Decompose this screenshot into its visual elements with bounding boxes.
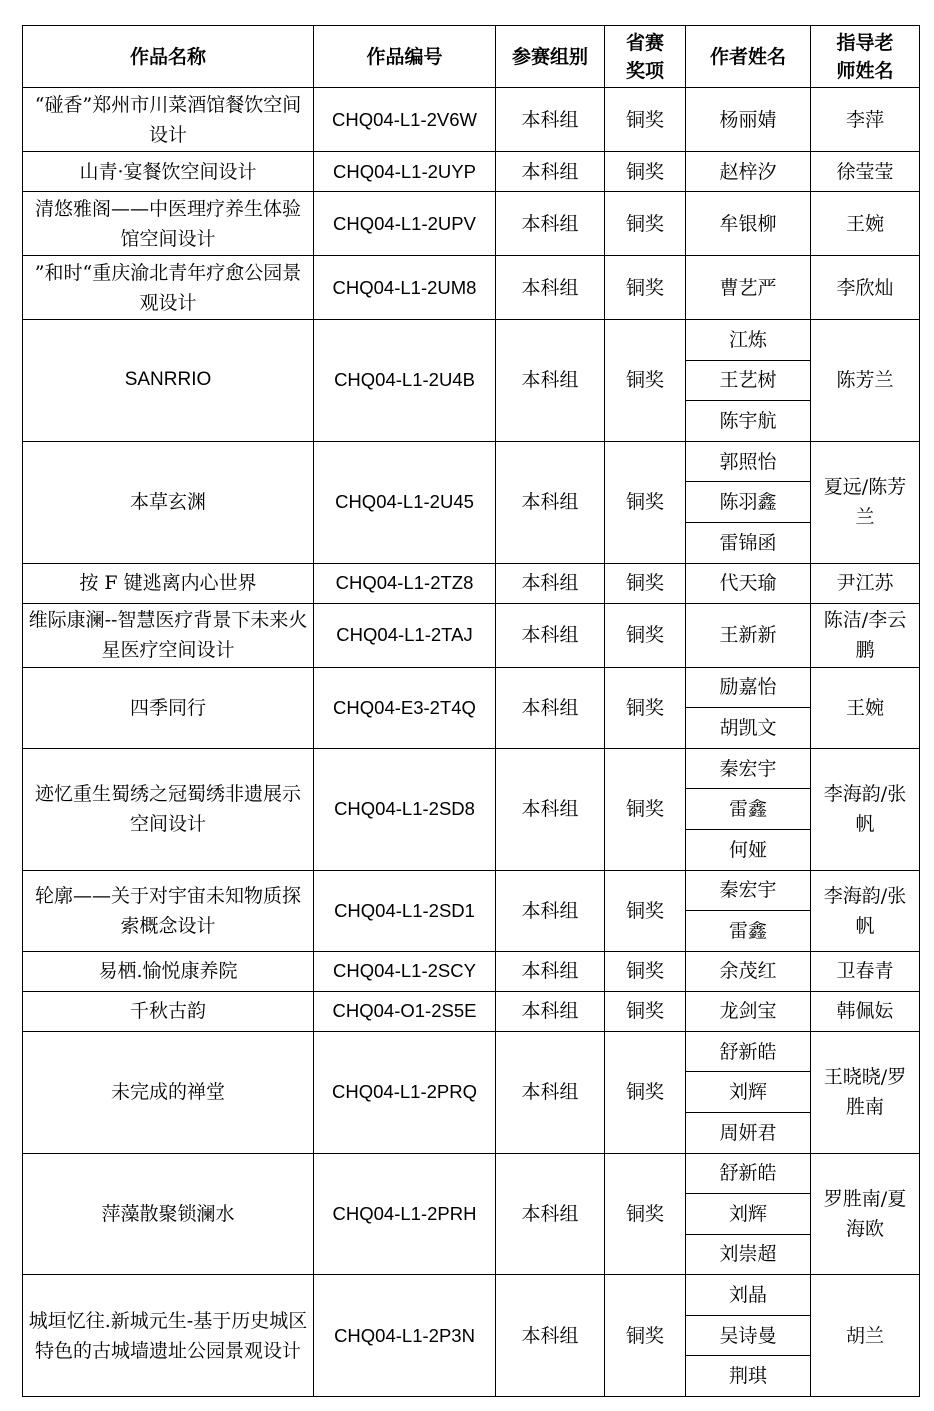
table-row [23, 88, 920, 152]
author-name: 胡凯文 [686, 708, 811, 749]
author-name: 陈宇航 [686, 401, 811, 442]
award-cell: 铜奖 [605, 320, 686, 442]
author-name: 舒新皓 [686, 1153, 811, 1194]
award-cell: 铜奖 [605, 152, 686, 192]
work-title: 易栖.愉悦康养院 [23, 951, 314, 991]
table-row [23, 320, 920, 361]
award-cell: 铜奖 [605, 1031, 686, 1153]
award-cell: 铜奖 [605, 748, 686, 870]
award-cell: 铜奖 [605, 1275, 686, 1397]
work-title: “碰香”郑州市川菜酒馆餐饮空间设计 [23, 88, 314, 152]
table-row [23, 603, 920, 667]
work-title: 按 F 键逃离内心世界 [23, 563, 314, 603]
group-cell: 本科组 [496, 88, 605, 152]
work-code: CHQ04-L1-2PRH [314, 1153, 496, 1275]
advisor-name: 韩佩妘 [811, 991, 920, 1031]
header-award: 省赛 奖项 [605, 26, 686, 88]
group-cell: 本科组 [496, 441, 605, 563]
work-code: CHQ04-L1-2U4B [314, 320, 496, 442]
author-name: 吴诗曼 [686, 1315, 811, 1356]
advisor-name: 李海韵/张帆 [811, 870, 920, 951]
work-code: CHQ04-L1-2UM8 [314, 256, 496, 320]
work-code: CHQ04-L1-2SD8 [314, 748, 496, 870]
group-cell: 本科组 [496, 320, 605, 442]
author-name: 秦宏宇 [686, 870, 811, 911]
advisor-name: 卫春青 [811, 951, 920, 991]
work-code: CHQ04-L1-2U45 [314, 441, 496, 563]
table-row [23, 192, 920, 256]
work-code: CHQ04-L1-2TAJ [314, 603, 496, 667]
author-name: 杨丽婧 [686, 88, 811, 152]
author-name: 江炼 [686, 320, 811, 361]
table-row [23, 667, 920, 708]
advisor-name: 王婉 [811, 667, 920, 748]
work-title: 维际康澜--智慧医疗背景下未来火星医疗空间设计 [23, 603, 314, 667]
author-name: 何娅 [686, 829, 811, 870]
advisor-name: 李欣灿 [811, 256, 920, 320]
award-cell: 铜奖 [605, 870, 686, 951]
work-code: CHQ04-L1-2SCY [314, 951, 496, 991]
author-name: 刘崇超 [686, 1234, 811, 1275]
advisor-name: 徐莹莹 [811, 152, 920, 192]
group-cell: 本科组 [496, 152, 605, 192]
header-title: 作品名称 [23, 26, 314, 88]
group-cell: 本科组 [496, 603, 605, 667]
table-row [23, 1153, 920, 1194]
author-name: 曹艺严 [686, 256, 811, 320]
work-code: CHQ04-L1-2TZ8 [314, 563, 496, 603]
table-row [23, 256, 920, 320]
header-authors: 作者姓名 [686, 26, 811, 88]
work-title: 四季同行 [23, 667, 314, 748]
work-title: ”和时“重庆渝北青年疗愈公园景观设计 [23, 256, 314, 320]
advisor-name: 王婉 [811, 192, 920, 256]
work-title: 山青·宴餐饮空间设计 [23, 152, 314, 192]
award-cell: 铜奖 [605, 951, 686, 991]
author-name: 赵梓汐 [686, 152, 811, 192]
award-cell: 铜奖 [605, 88, 686, 152]
work-code: CHQ04-O1-2S5E [314, 991, 496, 1031]
award-cell: 铜奖 [605, 991, 686, 1031]
group-cell: 本科组 [496, 256, 605, 320]
work-code: CHQ04-L1-2SD1 [314, 870, 496, 951]
work-title: 轮廓——关于对宇宙未知物质探索概念设计 [23, 870, 314, 951]
award-cell: 铜奖 [605, 563, 686, 603]
advisor-name: 李海韵/张帆 [811, 748, 920, 870]
table-row [23, 441, 920, 482]
group-cell: 本科组 [496, 951, 605, 991]
author-name: 雷鑫 [686, 911, 811, 952]
work-code: CHQ04-L1-2V6W [314, 88, 496, 152]
table-row [23, 1275, 920, 1316]
author-name: 余茂红 [686, 951, 811, 991]
header-row [23, 26, 920, 88]
group-cell: 本科组 [496, 991, 605, 1031]
author-name: 周妍君 [686, 1112, 811, 1153]
group-cell: 本科组 [496, 1031, 605, 1153]
table-row [23, 152, 920, 192]
author-name: 龙剑宝 [686, 991, 811, 1031]
work-title: 清悠雅阁——中医理疗养生体验馆空间设计 [23, 192, 314, 256]
table-row [23, 563, 920, 603]
award-cell: 铜奖 [605, 192, 686, 256]
group-cell: 本科组 [496, 192, 605, 256]
author-name: 牟银柳 [686, 192, 811, 256]
award-cell: 铜奖 [605, 603, 686, 667]
group-cell: 本科组 [496, 870, 605, 951]
award-cell: 铜奖 [605, 1153, 686, 1275]
author-name: 陈羽鑫 [686, 482, 811, 523]
author-name: 励嘉怡 [686, 667, 811, 708]
work-code: CHQ04-L1-2P3N [314, 1275, 496, 1397]
author-name: 王新新 [686, 603, 811, 667]
header-group: 参赛组别 [496, 26, 605, 88]
group-cell: 本科组 [496, 748, 605, 870]
work-code: CHQ04-L1-2UYP [314, 152, 496, 192]
author-name: 代天瑜 [686, 563, 811, 603]
work-title: 本草玄渊 [23, 441, 314, 563]
advisor-name: 夏远/陈芳兰 [811, 441, 920, 563]
author-name: 雷鑫 [686, 789, 811, 830]
advisor-name: 胡兰 [811, 1275, 920, 1397]
work-title: 千秋古韵 [23, 991, 314, 1031]
author-name: 秦宏宇 [686, 748, 811, 789]
work-title: 城垣忆往.新城元生-基于历史城区特色的古城墙遗址公园景观设计 [23, 1275, 314, 1397]
table-row [23, 1031, 920, 1072]
advisor-name: 陈洁/李云鹏 [811, 603, 920, 667]
author-name: 王艺树 [686, 360, 811, 401]
advisor-name: 罗胜南/夏海欧 [811, 1153, 920, 1275]
author-name: 雷锦函 [686, 522, 811, 563]
header-code: 作品编号 [314, 26, 496, 88]
author-name: 刘晶 [686, 1275, 811, 1316]
award-cell: 铜奖 [605, 441, 686, 563]
advisor-name: 李萍 [811, 88, 920, 152]
table-row [23, 870, 920, 911]
work-title: 萍藻散聚锁澜水 [23, 1153, 314, 1275]
group-cell: 本科组 [496, 1275, 605, 1397]
header-advisor: 指导老 师姓名 [811, 26, 920, 88]
table-row [23, 951, 920, 991]
award-cell: 铜奖 [605, 667, 686, 748]
author-name: 舒新皓 [686, 1031, 811, 1072]
advisor-name: 尹江苏 [811, 563, 920, 603]
group-cell: 本科组 [496, 1153, 605, 1275]
work-code: CHQ04-L1-2PRQ [314, 1031, 496, 1153]
table-body [23, 88, 920, 1397]
work-title: SANRRIO [23, 320, 314, 442]
award-cell: 铜奖 [605, 256, 686, 320]
author-name: 刘辉 [686, 1194, 811, 1235]
author-name: 荆琪 [686, 1356, 811, 1397]
author-name: 郭照怡 [686, 441, 811, 482]
work-code: CHQ04-L1-2UPV [314, 192, 496, 256]
work-code: CHQ04-E3-2T4Q [314, 667, 496, 748]
group-cell: 本科组 [496, 667, 605, 748]
table-row [23, 748, 920, 789]
advisor-name: 陈芳兰 [811, 320, 920, 442]
advisor-name: 王晓晓/罗胜南 [811, 1031, 920, 1153]
group-cell: 本科组 [496, 563, 605, 603]
work-title: 未完成的禅堂 [23, 1031, 314, 1153]
table-row [23, 991, 920, 1031]
work-title: 迹忆重生蜀绣之冠蜀绣非遗展示空间设计 [23, 748, 314, 870]
author-name: 刘辉 [686, 1072, 811, 1113]
awards-table [22, 25, 920, 1397]
